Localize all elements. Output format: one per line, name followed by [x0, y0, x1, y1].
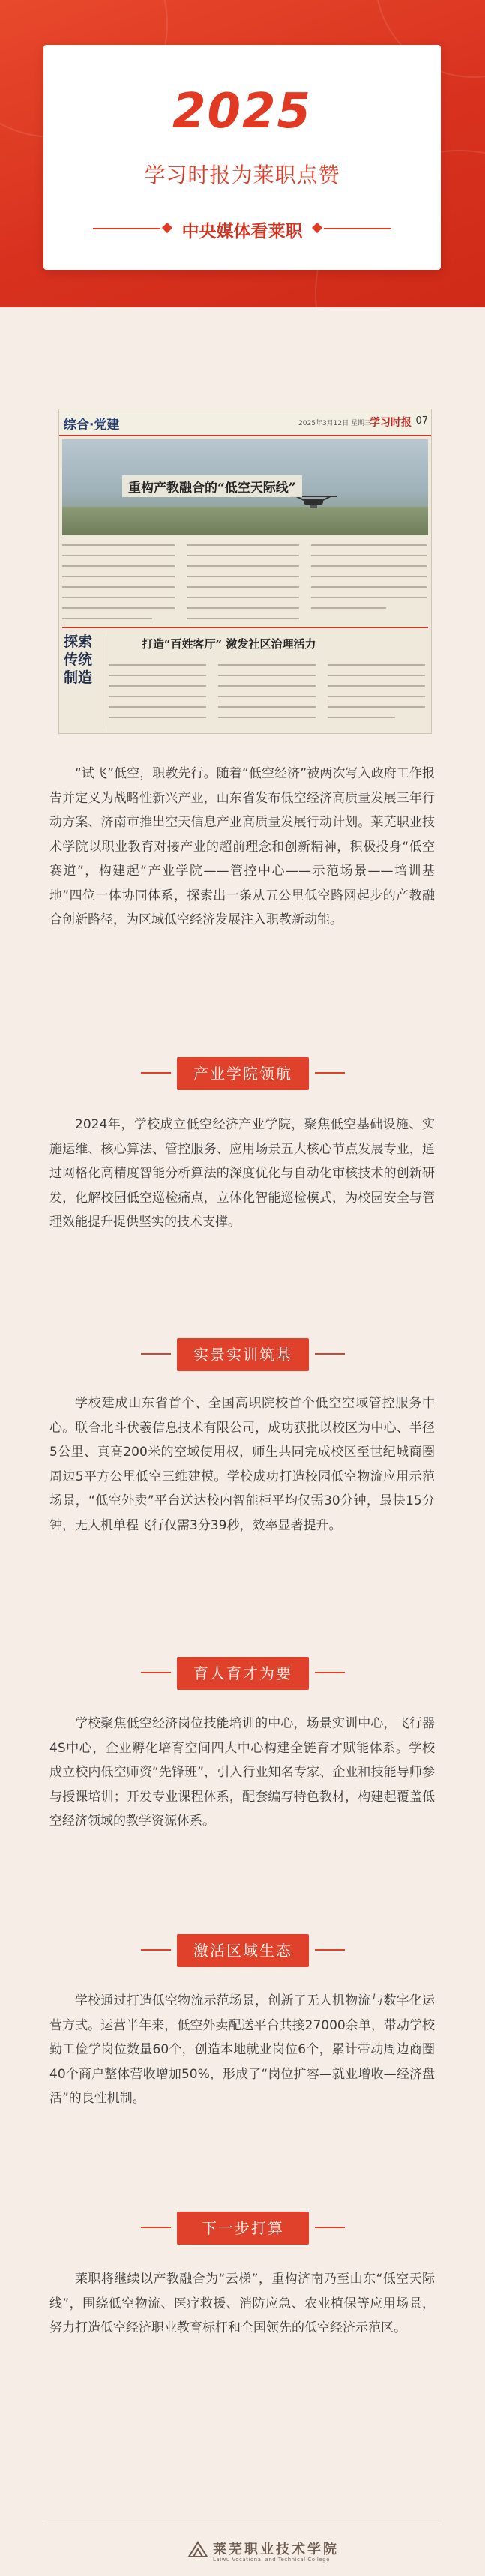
newspaper-header — [59, 409, 431, 436]
college-name: 莱芜职业技术学院 — [213, 2542, 339, 2557]
newspaper-side-title: 探索 传统 制造 — [64, 633, 103, 729]
section-header-next-plan: 下一步打算 — [177, 2212, 309, 2245]
newspaper-columns-lower — [109, 660, 427, 729]
newspaper-date: 2025年3月12日 星期三 — [298, 420, 371, 427]
newspaper-sub-headline: 打造“百姓客厅” 激发社区治理活力 — [142, 637, 316, 651]
newspaper-masthead: 学习时报 — [370, 417, 412, 429]
section-paragraph-next-plan: 莱职将继续以产教融合为“云梯”，重构济南乃至山东“低空天际线”，围绕低空物流、医疗救援、消防应急、农业植保等应用场景，努力打造低空经济职业教育标杆和全国领先的低空经济示范区。 — [49, 2272, 435, 2335]
section-header-ecosystem: 激活区域生态 — [177, 1934, 309, 1967]
newspaper-page-number: 07 — [415, 415, 428, 427]
newspaper-clipping — [58, 409, 432, 734]
newspaper-headline: 重构产教融合的“低空天际线” — [122, 475, 302, 497]
newspaper-photo — [62, 439, 428, 535]
footer — [0, 2524, 485, 2576]
section-paragraph-training: 学校建成山东省首个、全国高职院校首个低空空域管控服务中心。联合北斗伏羲信息技术有限公司，成功获批以校区为中心、半径5公里、真高200米的空域使用权，师生共同完成校区至世纪城商圈周边5平方公里低空三维建模。学校成功打造校园低空物流应用示范场景，“低空外卖”平台送达校内智能柜平均仅需30分钟，最快15分钟，无人机单程飞行仅需3分39秒，效率显著提升。 — [49, 1396, 435, 1533]
intro-paragraph: “试飞”低空，职教先行。随着“低空经济”被两次写入政府工作报告并定义为战略性新兴产业，山东省发布低空经济高质量发展三年行动方案、济南市推出空天信息产业高质量发展行动计划。莱芜职业技术学院以职业教育对接产业的超前理念和创新精神，积极投身“低空赛道”，构建起“产业学院——管控中心——示范场景——培训基地”四位一体协同体系，探索出一条从五公里低空路网起步的产教融合创新路径，为区域低空经济发展注入职教新动能。 — [49, 766, 435, 927]
header-banner — [0, 0, 485, 307]
banner-subtitle: 学习时报为莱职点赞 — [144, 163, 340, 187]
banner-card — [43, 45, 441, 270]
section-paragraph-talent: 学校聚焦低空经济岗位技能培训的中心，场景实训中心，飞行器4S中心，企业孵化培育空间四大中心构建全链育才赋能体系。学校成立校内低空师资“先锋班”，引入行业知名专家、企业和技能导师参与授课培训；开发专业课程体系，配套编写特色教材，构建起覆盖低空经济领域的教学资源体系。 — [49, 1716, 435, 1829]
section-header-training: 实景实训筑基 — [177, 1338, 309, 1371]
newspaper-divider — [62, 627, 428, 628]
college-name-en: Laiwu Vocational and Technical College — [213, 2557, 330, 2563]
year-title: 2025 — [172, 84, 313, 139]
section-paragraph-industry-college: 2024年，学校成立低空经济产业学院，聚焦低空基础设施、实施运维、核心算法、管控服务、应用场景五大核心节点发展专业，通过网格化高精度智能分析算法的深度优化与自动化审核技术的创新研发，化解校园低空巡检痛点，立体化智能巡检模式，为校园安全与管理效能提升提供坚实的技术支撑。 — [49, 1117, 435, 1230]
media-title: 中央媒体看莱职 — [181, 222, 303, 241]
newspaper-section: 综合·党建 — [64, 418, 120, 433]
college-logo-icon — [187, 2540, 208, 2558]
newspaper-columns — [62, 540, 428, 624]
section-header-talent: 育人育才为要 — [177, 1657, 309, 1690]
section-header-industry-college: 产业学院领航 — [177, 1057, 309, 1090]
section-paragraph-ecosystem: 学校通过打造低空物流示范场景，创新了无人机物流与数字化运营方式。运营半年来，低空外卖配送平台共接27000余单，带动学校勤工俭学岗位数量60个，创造本地就业岗位6个，累计带动周边商圈40个商户整体营收增加50%，形成了“岗位扩容—就业增收—经济盘活”的良性机制。 — [49, 1993, 435, 2106]
